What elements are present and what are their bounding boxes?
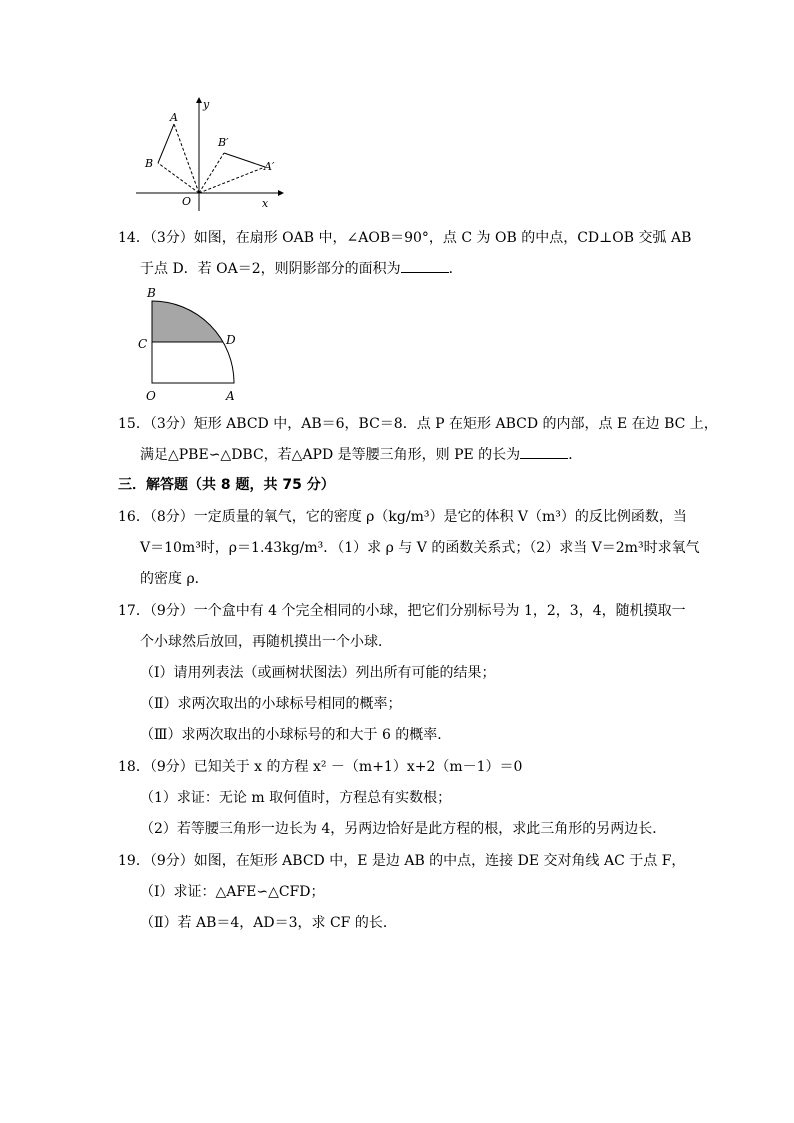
q14-line2-text: 于点 D．若 OA＝2，则阴影部分的面积为 <box>140 261 401 277</box>
dashed-OB <box>158 163 199 193</box>
x-axis-arrow <box>278 190 284 196</box>
label-A1: A′ <box>264 160 275 173</box>
shaded-region <box>152 301 223 342</box>
label-B-sector: B <box>147 286 156 300</box>
q15-answer-blank[interactable] <box>520 444 568 459</box>
q18-line1: 18．（9分）已知关于 x 的方程 x² －（m+1）x+2（m－1）＝0 <box>118 759 523 775</box>
label-x: x <box>262 197 269 210</box>
section-heading: 三．解答题（共 8 题，共 75 分） <box>118 477 335 493</box>
q17-part2: （Ⅱ）求两次取出的小球标号相同的概率； <box>140 696 402 712</box>
label-y: y <box>203 98 210 111</box>
segment-B1A1 <box>224 153 265 167</box>
q19-line1: 19．（9分）如图，在矩形 ABCD 中，E 是边 AB 的中点，连接 DE 交对角线 AC 于点 F， <box>118 853 686 869</box>
q15-line1: 15．（3分）矩形 ABCD 中，AB＝6，BC＝8．点 P 在矩形 ABCD 的内部，点 E 在边 BC 上， <box>118 416 718 432</box>
q18-part1: （1）求证：无论 m 取何值时，方程总有实数根； <box>140 790 452 806</box>
sector-figure <box>134 282 254 404</box>
label-B: B <box>145 157 154 170</box>
q17-line1: 17．（9分）一个盒中有 4 个完全相同的小球，把它们分别标号为 1，2，3，4，随机摸取一 <box>118 603 686 619</box>
q19-part2: （Ⅱ）若 AB＝4，AD＝3，求 CF 的长． <box>140 915 397 931</box>
q16-line1: 16．（8分）一定质量的氧气，它的密度 ρ（kg/m³）是它的体积 V（m³）的反比例函数，当 <box>118 509 687 525</box>
y-axis-arrow <box>196 97 202 103</box>
label-A-sector: A <box>226 389 235 403</box>
q15-line2-text: 满足△PBE∽△DBC，若△APD 是等腰三角形，则 PE 的长为 <box>140 447 521 463</box>
q14-line1: 14．（3分）如图，在扇形 OAB 中，∠AOB＝90°，点 C 为 OB 的中点，CD⊥OB 交弧 AB <box>118 230 692 246</box>
label-O-sector: O <box>146 389 156 403</box>
q17-part1: （Ⅰ）请用列表法（或画树状图法）列出所有可能的结果； <box>140 665 496 681</box>
rotation-figure <box>128 95 288 215</box>
q17-line2: 个小球然后放回，再随机摸出一个小球． <box>140 634 392 650</box>
q15-line2 <box>140 444 582 465</box>
q18-part2: （2）若等腰三角形一边长为 4，另两边恰好是此方程的根，求此三角形的另两边长． <box>140 821 667 837</box>
q14-line2 <box>140 258 463 279</box>
q14-answer-blank[interactable] <box>401 258 449 273</box>
label-D-sector: D <box>226 333 236 347</box>
dashed-OA <box>174 124 199 193</box>
label-A: A <box>170 111 178 124</box>
segment-AB <box>158 124 174 163</box>
q19-part1: （Ⅰ）求证：△AFE∽△CFD； <box>140 884 325 900</box>
q17-part3: （Ⅲ）求两次取出的小球标号的和大于 6 的概率． <box>140 727 452 743</box>
q16-line3: 的密度 ρ． <box>140 571 209 587</box>
dashed-OB1 <box>199 153 224 193</box>
label-C-sector: C <box>138 337 148 351</box>
label-B1: B′ <box>218 136 229 149</box>
label-O: O <box>182 195 192 208</box>
q15-line2-end: ． <box>568 447 583 463</box>
dashed-OA1 <box>199 167 265 193</box>
q14-line2-end: ． <box>448 261 463 277</box>
q16-line2: V＝10m³时，ρ＝1.43kg/m³．（1）求 ρ 与 V 的函数关系式；（2）求当 V＝2m³时求氧气 <box>140 540 700 556</box>
